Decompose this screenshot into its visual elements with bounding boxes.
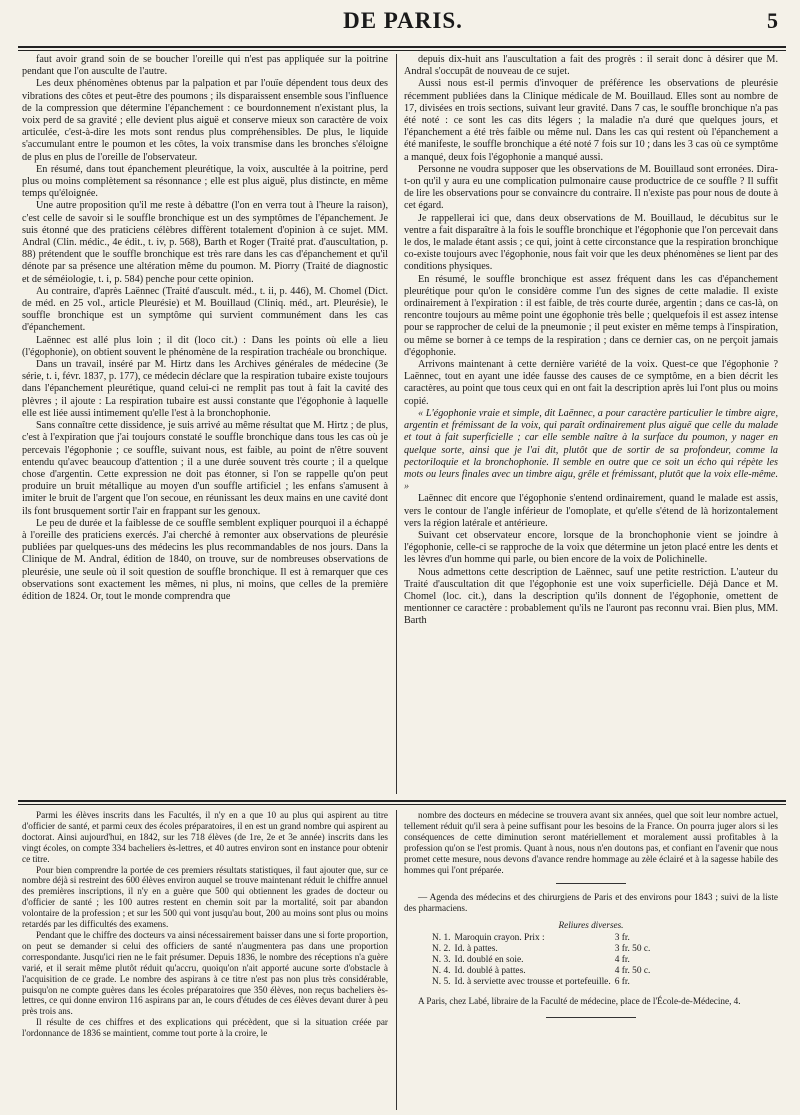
paragraph: « L'égophonie vraie et simple, dit Laënnec, a pour caractère particulier le timbre aigre, argentin et frémissant de la voix, qui paraît ordinairement plus aiguë que celle du malade et tout à fait superficielle ; car elle semble naître à la surface du poumon, y nager en quelque sorte, ainsi que je l'ai dit, plutôt que de sortir de sa profondeur, comme la pectoriloquie et la bronchophonie. Il semble en outre que ce soit un écho qui répète les mots ou leurs finales avec un timbre aigu, grêle et frémissant, plutôt que la voix elle-même. » xyxy=(404,407,778,493)
paragraph: Aussi nous est-il permis d'invoquer de préférence les observations de pleurésie récemment publiées dans la Clinique médicale de M. Bouillaud. Elles sont au nombre de 17, divisées en trois sections, suivant leur gravité. Dans 7 cas, le souffle bronchique n'a pas été noté : ce sont les cas dits légers ; la maladie n'a duré que quelques jours, et l'épanchement a été très faible ou même nul. Dans les cas qui restent où l'épanchement a été manifeste, le souffle bronchique a été noté 7 fois sur 10 ; dans les 3 cas où ce symptôme a manqué, deux fois l'égophonie a manqué aussi. xyxy=(404,78,778,163)
price-row xyxy=(432,944,654,955)
section-divider-thin xyxy=(18,804,786,805)
item-number: N. 2. xyxy=(432,944,451,955)
paragraph: Sans connaître cette dissidence, je suis arrivé au même résultat que M. Hirtz ; de plus, c'est à l'expiration que j'ai toujours constaté le souffle bronchique dans tous les cas où je percevais l'égophonie ; ce souffle, suivant nous, est faible, au point de n'être souvent entendu qu'avec beaucoup d'attention ; il a une durée souvent très courte ; il a quelque chose d'argentin. Cette expression ne doit pas étonner, si l'on se rappelle qu'on peut produire un bruit métallique au moyen d'un souffle artificiel ; les enfans s'amusent à imiter le bruit de l'argent que l'on secoue, en réunissant les deux mains en une cavité dont ils font brusquement sortir l'air en frappant sur les genoux. xyxy=(22,420,388,517)
paragraph: Le peu de durée et la faiblesse de ce souffle semblent expliquer pourquoi il a échappé à l'oreille des praticiens exercés. J'ai cherché à remonter aux observations de pleurésie publiées par quelques-uns des médecins les plus recommandables de nos jours. Dans la Clinique de M. Andral, édition de 1840, on trouve, sur de nombreuses observations de pleurésie, une seule où il soit question de souffle bronchique. Il est à remarquer que ces observations sont exactement les mêmes, ni plus, ni moins, que celles de la première édition de 1824. Or, tout le monde comprendra que xyxy=(22,517,388,602)
item-description: Id. à pattes. xyxy=(454,944,498,955)
price-row xyxy=(432,966,654,977)
header-rule xyxy=(18,46,786,48)
header-rule-thin xyxy=(18,50,786,51)
item-number: N. 5. xyxy=(432,977,451,988)
paragraph: nombre des docteurs en médecine se trouvera avant six années, quel que soit leur nombre actuel, tellement réduit qu'il sera à peine suffisant pour les besoins de la France. On pourra juger alors si les conséquences de cette diminution seront matériellement et moralement aussi profitables à la profession qu'on se l'est promis. Quant à nous, nous n'en doutons pas, et confiant en l'avenir que nous promet cette mesure, nous devons d'avance rendre hommage au zèle éclairé et à la sagesse habile des hommes qui l'ont préparée. xyxy=(404,810,778,875)
item-price: 4 fr. 50 c. xyxy=(614,966,651,977)
item-number: N. 3. xyxy=(432,955,451,966)
right-article-column xyxy=(404,54,778,794)
paragraph: En résumé, le souffle bronchique est assez fréquent dans les cas d'épanchement pleurétique pour qu'on le considère comme l'un des signes de cette maladie. Il existe ordinairement à l'expiration : il est faible, de très courte durée, argentin ; dans ce cas-là, on rencontre toujours au même point une égophonie très belle ; quelquefois il est assez intense pour se rapprocher de celui de la pneumonie ; il peut exister en même temps à l'inspiration, ou même se borner à ce temps de la respiration ; dans ce dernier cas, on ne perçoit jamais d'égophonie. xyxy=(404,273,778,358)
feuilleton-left-column xyxy=(22,810,388,1110)
item-price: 4 fr. xyxy=(614,955,630,966)
page-number: 5 xyxy=(767,8,778,33)
paragraph: Dans un travail, inséré par M. Hirtz dans les Archives générales de médecine (3e série, t. i, févr. 1837, p. 177), ce médecin déclare que la respiration tubaire existe toujours dans l'épanchement pleurétique, quand celui-ci ne remplit pas tout à fait la cavité des plèvres ; il ajoute : La respiration tubaire est aussi constante que l'égophonie à laquelle elle est liée aussi intimement qu'elle l'est à la bronchophonie. xyxy=(22,359,388,419)
price-row xyxy=(432,933,654,944)
paragraph: En résumé, dans tout épanchement pleurétique, la voix, auscultée à la poitrine, perd plus ou moins complètement sa résonnance ; elle est plus aiguë, plus distincte, en même temps qu'éloignée. xyxy=(22,163,388,200)
paragraph: Je rappellerai ici que, dans deux observations de M. Bouillaud, le décubitus sur le ventre a fait disparaître à la fois le souffle bronchique et l'égophonie que l'on percevait dans le dos, le malade étant assis ; ce qui, joint à cette circonstance que la respiration bronchique co-existe toujours avec l'égophonie, nous fait voir que les deux phénomènes se lient par des conditions physiques. xyxy=(404,212,778,273)
agenda-announcement: — Agenda des médecins et des chirurgiens de Paris et des environs pour 1843 ; suivi de la liste des pharmaciens. xyxy=(404,892,778,914)
page-title: DE PARIS. xyxy=(343,8,463,33)
paragraph: Une autre proposition qu'il me reste à débattre (l'on en verra tout à l'heure la raison), c'est celle de savoir si le souffle bronchique est un des symptômes de l'épanchement. Je suis étonné que des praticiens célèbres diffèrent totalement d'opinion à ce sujet. MM. Andral (Clin. médic., 4e édit., t. iv, p. 568), Barth et Roger (Traité prat. d'auscultation, p. 88) prétendent que le souffle bronchique est très rare dans les cas d'épanchement et qu'il dénote par sa présence une altération même du poumon. M. Piorry (Traité de diagnostic et de séméiologie, t. i, p. 584) penche pour cette opinion. xyxy=(22,200,388,285)
paragraph: Pour bien comprendre la portée de ces premiers résultats statistiques, il faut ajouter que, sur ce nombre déjà si restreint des 600 élèves environ auquel se trouve maintenant réduit le chiffre annuel des premières inscriptions, il n'y en a guère que 500 qui obtiennent les grades de docteur ou d'officier de santé ; les 100 autres restent en chemin soit par la mortalité, soit par abandon volontaire de la profession ; et sur les 500 qui vont jusqu'au bout, 200 au moins sont plus ou moins retardés par les difficultés des examens. xyxy=(22,864,388,930)
paragraph: faut avoir grand soin de se boucher l'oreille qui n'est pas appliquée sur la poitrine pendant que l'on ausculte de l'autre. xyxy=(22,54,388,78)
paragraph: Au contraire, d'après Laënnec (Traité d'auscult. méd., t. ii, p. 446), M. Chomel (Dict. de méd. en 25 vol., article Pleurésie) et M. Bouillaud (Cliniq. méd., art. Pleurésie), le souffle bronchique est un symptôme qui survient communément dans les cas d'épanchement. xyxy=(22,285,388,334)
section-divider xyxy=(18,800,786,802)
paragraph: Les deux phénomènes obtenus par la palpation et par l'ouïe dépendent tous deux des vibrations des côtes et peut-être des poumons ; ils disparaissent ensemble sous l'influence de la compression que détermine l'épanchement : ce bourdonnement n'existant plus, la voix perd de sa gravité ; elle devient plus aiguë et conserve mieux son caractère de voix articulée, c'est-à-dire les mots sont rendus plus compréhensibles. De plus, le liquide s'accumulant entre le poumon et les côtes, la voix transmise dans les bronches s'éloigne de plus en plus de l'oreille de l'observateur. xyxy=(22,78,388,163)
item-price: 3 fr. xyxy=(614,933,630,944)
item-description: Id. doublé à pattes. xyxy=(454,966,526,977)
reliures-price-list xyxy=(432,933,654,988)
paragraph: Nous admettons cette description de Laënnec, sauf une petite restriction. L'auteur du Traité d'auscultation dit que l'égophonie est une voix superficielle. Déjà Dance et M. Chomel (loc. cit.), dans la description qu'ils donnent de l'égophonie, omettent de mentionner ce caractère : probablement qu'ils ne l'auront pas reconnu vrai. Bien plus, MM. Barth xyxy=(404,566,778,627)
paragraph: Pendant que le chiffre des docteurs va ainsi nécessairement baisser dans une si forte proportion, on peut se demander si celui des officiers de santé n'augmentera pas dans une proportion correspondante. Jusqu'ici rien ne le fait présumer. Depuis 1836, le nombre des réceptions n'a guère varié, et il serait même plutôt réduit qu'accru, quoiqu'on n'ait apporté aucune sorte d'obstacle à l'acquisition de ce grade. Le nombre des aspirans à ce titre n'est pas non plus très considérable, puisqu'on ne compte guères dans les écoles préparatoires que 350 élèves, non reçus bacheliers ès-lettres, ce qui donne environ 116 aspirans par an, le cours d'études de ces élèves devant durer à peu près trois ans. xyxy=(22,929,388,1017)
paragraph: Parmi les élèves inscrits dans les Facultés, il n'y en a que 10 au plus qui aspirent au titre d'officier de santé, et parmi ceux des écoles préparatoires, il en est un grand nombre qui aspirent au doctorat. Ainsi aujourd'hui, en 1842, sur les 718 élèves (de 1re, 2e et 3e année) inscrits dans les vingt écoles, on compte 334 bacheliers ès-lettres, et 40 autres environ sont en instance pour obtenir ce titre. xyxy=(22,810,388,864)
paragraph: Il résulte de ces chiffres et des explications qui précèdent, que si la situation créée par l'ordonnance de 1836 se maintient, comme tout porte à la croire, le xyxy=(22,1017,388,1039)
paragraph: Personne ne voudra supposer que les observations de M. Bouillaud sont erronées. Dira-t-on qu'il y aura eu une complication pulmonaire cause productrice de ce souffle ? Il suffit de lire les observations pour se convaincre du contraire. Il n'existe pas pour nous de doute à cet égard. xyxy=(404,163,778,212)
short-rule xyxy=(556,883,626,884)
paragraph: Arrivons maintenant à cette dernière variété de la voix. Quest-ce que l'égophonie ? Laënnec, tout en ayant une idée fausse des causes de ce symptôme, en a bien décrit les caractères, au point que tous ceux qui en ont fait la description après lui l'ont plus ou moins copié. xyxy=(404,359,778,407)
paragraph: Suivant cet observateur encore, lorsque de la bronchophonie vient se joindre à l'égophonie, celle-ci se rapproche de la voix que détermine un jeton placé entre les dents et les lèvres d'un homme qui parle, ou bien encore de la voix de Polichinelle. xyxy=(404,529,778,566)
paragraph: Laënnec dit encore que l'égophonie s'entend ordinairement, quand le malade est assis, vers le contour de l'angle inférieur de l'omoplate, et qu'elle s'étend de là horizontalement vers la région latérale et antérieure. xyxy=(404,493,778,529)
left-article-column xyxy=(22,54,388,794)
item-number: N. 4. xyxy=(432,966,451,977)
end-rule xyxy=(546,1017,636,1018)
item-description: Maroquin crayon. Prix : xyxy=(454,933,545,944)
item-description: Id. doublé en soie. xyxy=(454,955,524,966)
paragraph: depuis dix-huit ans l'auscultation a fait des progrès : il serait donc à désirer que M. Andral s'occupât de nouveau de ce sujet. xyxy=(404,54,778,78)
item-description: Id. à serviette avec trousse et portefeuille. xyxy=(454,977,611,988)
bottom-column-divider xyxy=(396,810,397,1110)
feuilleton-right-column xyxy=(404,810,778,1110)
item-price: 3 fr. 50 c. xyxy=(614,944,651,955)
reliures-title: Reliures diverses. xyxy=(558,920,624,931)
paragraph: Laënnec est allé plus loin ; il dit (loco cit.) : Dans les points où elle a lieu (l'égophonie), on obtient souvent le phénomène de la respiration trachéale ou bronchique. xyxy=(22,334,388,358)
column-divider xyxy=(396,54,397,794)
price-row xyxy=(432,955,654,966)
publisher-note: A Paris, chez Labé, libraire de la Faculté de médecine, place de l'École-de-Médecine, 4. xyxy=(418,996,741,1007)
page-header xyxy=(24,6,782,40)
price-row xyxy=(432,977,654,988)
item-number: N. 1. xyxy=(432,933,451,944)
item-price: 6 fr. xyxy=(614,977,630,988)
